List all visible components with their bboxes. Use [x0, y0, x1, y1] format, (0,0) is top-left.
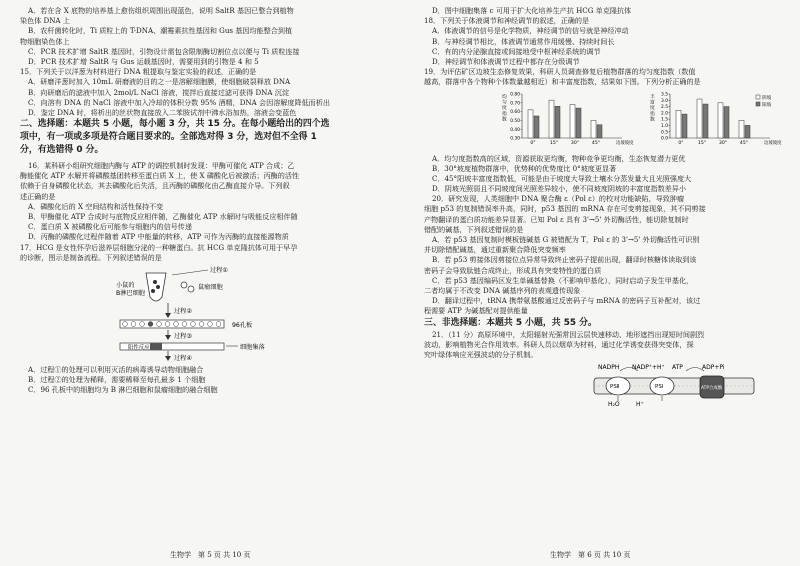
- option-b: B．若 p53 剪接体因剪接位点异常导致终止密码子提前出现，翻译时核糖体读取到该: [432, 255, 697, 265]
- text-line: 波动，影响植物光合作用效率。科研人员以烟草为材料，通过化学诱变获得突变体，探: [424, 339, 694, 349]
- option-b: B．过程②的处理为稀释，需要稀释至每孔最多 1 个细胞: [28, 375, 206, 385]
- legend-label: 阳坡: [762, 102, 772, 108]
- plate-well: [191, 322, 196, 327]
- y-axis-label: 均匀度指数: [502, 94, 507, 122]
- bar-阴坡: [718, 102, 723, 137]
- question-19: [424, 67, 786, 87]
- bar-charts-svg: [424, 88, 786, 154]
- option-d: D．图中细胞集落 c 可用于扩大化培养生产抗 HCG 单克隆抗体: [432, 6, 632, 15]
- plate-well: [131, 322, 136, 327]
- plate-well: [182, 322, 187, 327]
- x-axis-label: 边坡坡度: [616, 140, 634, 146]
- y-tick-label: 3.0: [661, 98, 668, 104]
- question-18-stem: 18．下列关于体液调节和神经调节的叙述，正确的是: [424, 16, 590, 26]
- bar-阳坡: [745, 125, 750, 138]
- question-14-options: [20, 6, 384, 118]
- bar-阴坡: [676, 110, 681, 138]
- plate-label: 96孔板: [232, 321, 253, 329]
- section-2-heading: 二、选择题：本题共 5 小题，每小题 3 分，共 15 分。在每小题给出的四个选 项中，有一项或多项是符合题目要求的。全部选对得 3 分，选对但不全得 1 分，有选错得 0 分。: [20, 119, 330, 156]
- plate-well: [216, 322, 221, 327]
- text-line: 的诊断，图示是制备流程。下列叙述错误的是: [20, 252, 162, 262]
- flow-diagram: [20, 263, 384, 365]
- option-c: C．有的内分泌腺直接或间接地受中枢神经系统的调节: [432, 46, 601, 56]
- atp-label: ATP: [672, 364, 683, 372]
- text-line: 20．研究发现，人类细胞中 DNA 聚合酶 ε（Pol ε）的校对功能缺陷，导致肿瘤: [432, 194, 685, 204]
- bar-阳坡: [555, 106, 560, 138]
- 96-well-plate: [120, 320, 224, 328]
- plate-well: [140, 322, 145, 327]
- thylakoid-diagram: [424, 360, 786, 420]
- text-line: 究叶绿体响应光强波动的分子机制。: [424, 349, 538, 359]
- x-tick-label: 45°: [739, 140, 749, 146]
- text-line: 述正确的是: [20, 191, 56, 201]
- y-tick-label: 2.5: [661, 104, 668, 110]
- y-tick-label: 2.0: [661, 110, 668, 116]
- b-cell-tube: [146, 273, 166, 301]
- text-line: A．若在含 X 底物的培养基上愈伤组织周围出现蓝色，说明 SaltR 基因已整合到植物: [28, 6, 294, 15]
- option-d: D．翻译过程中，tRNA 携带氨基酸通过反密码子与 mRNA 的密码子互补配对，该过: [432, 296, 701, 306]
- option-b: B．与神经调节相比，体液调节通常作用缓慢、持续时间长: [432, 36, 615, 46]
- y-tick-label: 0.50: [510, 118, 520, 124]
- x-axis-label: 边坡坡度: [764, 140, 782, 146]
- question-20: [424, 194, 786, 316]
- option-d: D．神经调节和体液调节过程中都存在分级调节: [432, 56, 580, 66]
- text-line: C．PCR 技术扩增 SaltR 基因时，引物设计需包含限制酶切割位点以便与 Ti 质粒连接: [28, 46, 300, 56]
- option-c: C．向溶有 DNA 的 NaCl 溶液中加入冷却的体积分数 95% 酒精，DNA 会因溶解度降低而析出: [28, 97, 330, 107]
- text-line: 错配的碱基，下列叙述错误的是: [424, 224, 524, 234]
- y-tick-label: 0.60: [510, 109, 520, 115]
- adp-label: ADP+Pi: [702, 364, 725, 372]
- option-a: A．若 p53 基因复制时模板链碱基 G 被错配为 T，Pol ε 的 3'→5' 外切酶活性可识别: [432, 235, 700, 244]
- plate-well: [199, 322, 204, 327]
- question-16: [20, 161, 384, 243]
- y-tick-label: 0.70: [510, 100, 520, 106]
- nadp-label: NADP⁺+H⁺: [632, 364, 665, 372]
- bar-阳坡: [682, 114, 687, 138]
- plate-well: [174, 322, 179, 327]
- bar-阳坡: [597, 124, 602, 137]
- right-page: [400, 0, 800, 566]
- text-line: 产物翻译的蛋白质功能差异显著。已知 Pol ε 具有 3'→5' 外切酶活性，能切除复制时: [424, 214, 689, 224]
- x-tick-label: 45°: [591, 140, 601, 146]
- ps1-label: PSⅠ: [655, 384, 664, 391]
- question-21: [424, 330, 786, 361]
- text-line: 21．（11 分）高原环境中，太阳辐射光强常因云层快速移动、地形遮挡出现短时间剧烈: [432, 329, 705, 339]
- plate-well: [123, 322, 128, 327]
- hcg-antibody-flow-figure: [20, 263, 384, 365]
- option-c: C．蛋白质 X 被磷酸化后可能参与细胞内的信号传递: [28, 222, 192, 232]
- text-line: 17．HCG 是女性怀孕后滋养层细胞分泌的一种糖蛋白。抗 HCG 单克隆抗体可用于早孕: [20, 242, 298, 252]
- y-tick-label: 0.30: [510, 136, 520, 142]
- y-tick-label: 1.5: [661, 117, 668, 123]
- cluster-label: 细胞集落: [240, 343, 265, 351]
- plate-well: [208, 322, 213, 327]
- option-a: A．研磨洋葱时加入 10mL 研磨液的目的之一是溶解细胞膜，使细胞破裂释放 DNA: [28, 77, 291, 87]
- text-line: 依赖于自身磷酸化状态，其去磷酸化后失活，且丙酶的磷酸化由乙酶直接介导。下列叙: [20, 181, 290, 191]
- option-b: B．向研磨后的滤液中加入 2mol/L NaCl 溶液，搅拌后直接过滤可获得 DNA 沉淀: [28, 87, 289, 97]
- y-tick-label: 0.5: [661, 129, 668, 135]
- option-c: C．45°阳坡丰富度指数低，可能是由于坡度大导致土壤水分蒸发量大且光照强度大: [432, 173, 692, 183]
- b-cell-label-2: B淋巴细胞: [116, 289, 145, 297]
- plate-well: [157, 322, 162, 327]
- text-line: 细胞 p53 的复制错误率升高，同时，p53 基因的 mRNA 存在可变剪接现象，其不同剪接: [424, 204, 706, 214]
- step-3-label: 过程③: [174, 332, 192, 340]
- nadph-label: NADPH: [598, 364, 620, 372]
- x-tick-label: 0°: [530, 140, 536, 146]
- x-tick-label: 0°: [678, 140, 684, 146]
- text-line: D．PCR 技术扩增 SaltR 与 Gus 运载基因时，需要用到的引物是 4 和 5: [28, 56, 259, 66]
- h-plus-label: H⁺: [636, 401, 644, 409]
- option-b: B．甲酶催化 ATP 合成时与底物反应相伴随，乙酶催化 ATP 水解时与吸能反应相伴随: [28, 212, 298, 221]
- y-tick-label: 1.0: [661, 123, 668, 129]
- bar-阳坡: [576, 108, 581, 138]
- text-line: 物细胞染色体上: [20, 36, 70, 46]
- x-tick-label: 30°: [570, 140, 580, 146]
- option-c: C．若 p53 基因编码区发生单碱基替换（不影响甲基化），同时启动子发生甲基化，: [432, 275, 694, 285]
- y-tick-label: 0.80: [510, 92, 520, 98]
- water-label: H₂O: [608, 401, 620, 409]
- question-19-options: [424, 154, 786, 195]
- y-tick-label: 0.0: [661, 136, 668, 142]
- bar-阴坡: [549, 100, 554, 138]
- text-line: 并切除错配碱基，通过重新聚合降低突变频率: [424, 245, 566, 255]
- text-line: 密码子会导致肽链合成终止，形成具有突变特性的蛋白质: [424, 265, 602, 275]
- y-tick-label: 0.40: [510, 127, 520, 133]
- atp-synthase-label: ATP合成酶: [701, 386, 723, 392]
- text-line: 越高，群落中各个物种个体数量越相近）和丰富度指数，结果如下图。下列分析正确的是: [424, 77, 701, 87]
- option-d: D．丙酶的磷酸化过程伴随着 ATP 中能量的转移，ATP 可作为丙酶的直接能源物质: [28, 232, 289, 242]
- text-line: B．农杆菌转化时，Ti 质粒上的 T-DNA、潮霉素抗性基因和 Gus 基因均能整合到植: [28, 26, 293, 36]
- evenness-chart: [502, 91, 634, 145]
- step-1-label: 过程①: [210, 266, 228, 274]
- slope-charts: [424, 88, 786, 154]
- option-d: D．阴坡光照弱且不同坡度间光照差异较小，使不同坡度阴坡的丰富度指数差异小: [432, 184, 686, 194]
- question-17-option-d-and-18: [424, 6, 786, 67]
- option-a: A．均匀度指数高的区域，资源获取更均衡，物种竞争更均衡，生态恢复潜力更优: [432, 153, 686, 163]
- bar-阴坡: [739, 120, 744, 138]
- x-tick-label: 15°: [549, 140, 559, 146]
- text-line: 染色体 DNA 上: [20, 16, 70, 26]
- thylakoid-figure: [424, 360, 786, 420]
- step-2-label: 过程②: [174, 307, 192, 315]
- text-line: 19．为评估矿区边坡生态修复效果，科研人员调查修复后植物群落的均匀度指数（数值: [424, 67, 696, 77]
- x-tick-label: 30°: [718, 140, 728, 146]
- option-d: D．鉴定 DNA 时，将析出的丝状物直接放入二苯胺试剂中沸水浴加热，溶液会变蓝色: [28, 107, 297, 117]
- option-c: C．96 孔板中的细胞均为 B 淋巴细胞和鼠瘤细胞的融合细胞: [28, 385, 218, 395]
- plate-well: [165, 322, 170, 327]
- positive-label: 阳性反应: [128, 344, 150, 351]
- y-axis-label: 丰富度指数: [650, 94, 655, 122]
- y-tick-label: 3.5: [661, 92, 668, 98]
- legend-swatch: [756, 95, 760, 99]
- option-b: B．30°坡度植物群落中，优势种的优势度比 0°坡度更显著: [432, 163, 617, 173]
- b-cell-label: 小鼠的: [116, 281, 135, 289]
- step-4-label: 过程④: [174, 354, 192, 362]
- page-footer: 生物学 第 6 页 共 10 页: [550, 550, 631, 559]
- plate-well: [148, 322, 153, 327]
- legend-swatch: [756, 102, 760, 106]
- option-a: A．体液调节的信号是化学物质，神经调节的信号就是神经冲动: [432, 26, 629, 36]
- question-17: [20, 243, 384, 263]
- bar-阴坡: [528, 109, 533, 137]
- text-line: 酶能催化 ATP 水解并将磷酸基团转移至蛋白质 X 上，使 X 磷酸化后被激活；丙酶的活性: [20, 171, 300, 181]
- option-a: A．过程①的处理可以利用灭活的病毒诱导动物细胞融合: [28, 364, 204, 374]
- bar-阴坡: [697, 99, 702, 138]
- legend-label: 阴坡: [762, 95, 772, 101]
- bar-阳坡: [534, 116, 539, 138]
- bar-阴坡: [591, 120, 596, 138]
- option-a: A．磷酸化后的 X 空间结构和活性保持不变: [28, 201, 164, 211]
- myeloma-cells: [181, 282, 194, 292]
- bar-阳坡: [724, 106, 729, 137]
- section-3-heading: 三、非选择题：本题共 5 小题，共 55 分。: [424, 317, 597, 328]
- text-line: 16．某科研小组研究细胞内酶与 ATP 的调控机制时发现：甲酶可催化 ATP 合成；乙: [28, 161, 295, 171]
- bar-阴坡: [570, 104, 575, 137]
- question-15-stem: 15．下列关于以洋葱为材料进行 DNA 粗提取与鉴定实验的叙述，正确的是: [20, 67, 257, 77]
- text-line: 二者均属于不改变 DNA 碱基序列的表观遗传现象: [424, 285, 581, 295]
- question-17-options: [20, 365, 384, 396]
- x-tick-label: 15°: [697, 140, 707, 146]
- myeloma-label: 鼠瘤细胞: [198, 283, 223, 291]
- richness-chart: [650, 91, 782, 145]
- text-line: 程需要 ATP 为碱基配对提供能量: [424, 306, 528, 316]
- page-footer: 生物学 第 5 页 共 10 页: [170, 550, 251, 559]
- bar-阳坡: [703, 104, 708, 138]
- ps2-label: PSⅡ: [610, 384, 620, 391]
